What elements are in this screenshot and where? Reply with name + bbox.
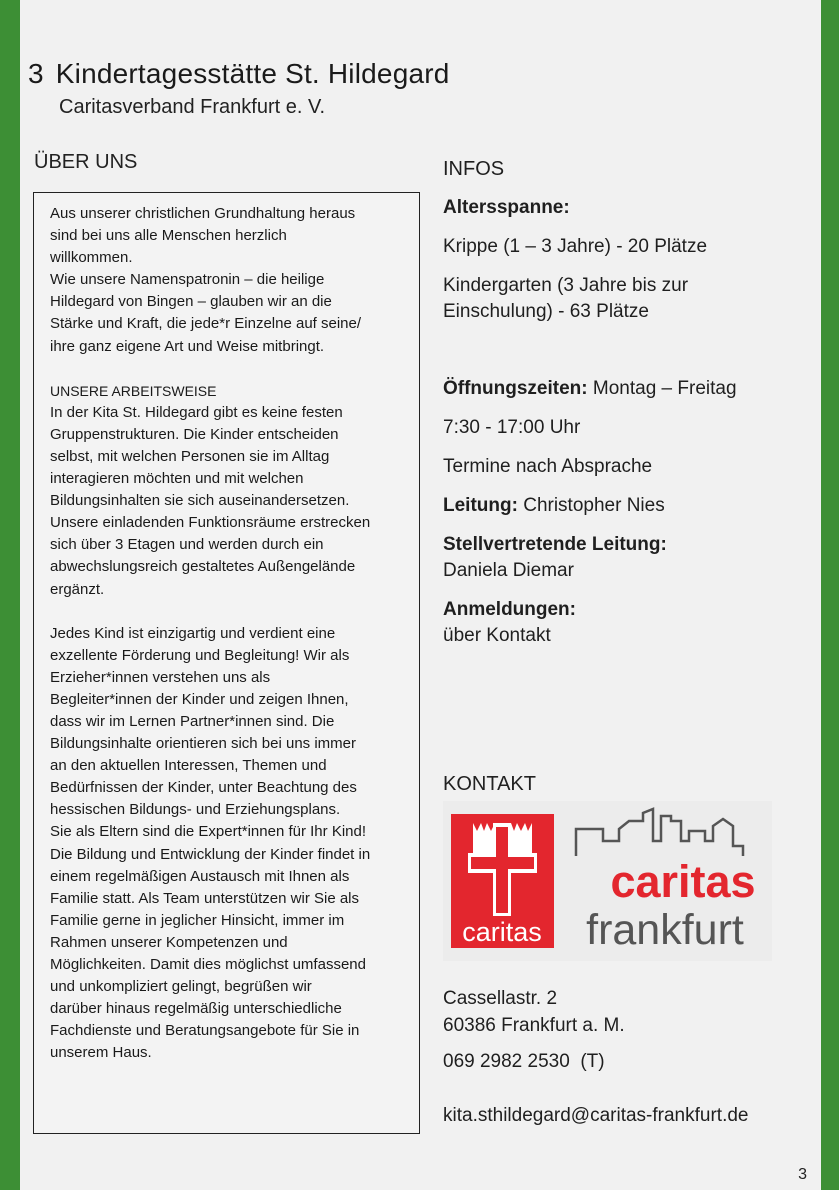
- logo-badge-text: caritas: [462, 917, 542, 947]
- age-label-text: Altersspanne:: [443, 197, 570, 218]
- closing-line: Rahmen unserer Kompetenzen und: [50, 933, 288, 951]
- deputy-label: Stellvertretende Leitung:: [443, 534, 667, 555]
- logo-word-frankfurt: frankfurt: [586, 906, 744, 954]
- age-label: [443, 195, 803, 221]
- registration: [443, 597, 803, 649]
- leadership: [443, 493, 803, 519]
- city: 60386 Frankfurt a. M.: [443, 1015, 625, 1036]
- page-number: 3: [798, 1166, 807, 1183]
- about-line: willkommen.: [50, 249, 133, 267]
- appointments: Termine nach Absprache: [443, 456, 653, 477]
- lead-label: Leitung:: [443, 495, 518, 516]
- closing-line: einem regelmäßigen Austausch mit Ihnen als: [50, 867, 350, 885]
- infos-section: [443, 158, 803, 662]
- closing-line: und unkompliziert gelingt, begrüßen wir: [50, 978, 312, 996]
- registration-label: Anmeldungen:: [443, 599, 576, 620]
- closing-line: exzellente Förderung und Begleitung! Wir als: [50, 646, 350, 664]
- paragraph-gap: [50, 358, 407, 380]
- closing-line: Erzieher*innen verstehen uns als: [50, 668, 271, 686]
- kindergarten-info: [443, 273, 803, 325]
- closing-line: Begleiter*innen der Kinder und zeigen Ihnen,: [50, 690, 349, 708]
- deputy: [443, 532, 803, 584]
- caritas-logo-graphic: [443, 801, 772, 961]
- kontakt-heading: KONTAKT: [443, 773, 536, 795]
- paragraph-gap: [50, 601, 407, 623]
- lead-name: Christopher Nies: [517, 495, 665, 516]
- method-line: In der Kita St. Hildegard gibt es keine festen: [50, 403, 343, 421]
- about-line: ihre ganz eigene Art und Weise mitbringt.: [50, 337, 325, 355]
- phone: 069 2982 2530 (T): [443, 1051, 605, 1072]
- logo-word-caritas: caritas: [610, 856, 756, 907]
- closing-line: hessischen Bildungs- und Erziehungsplans.: [50, 801, 341, 819]
- title-block: [28, 58, 450, 119]
- street: Cassellastr. 2: [443, 988, 558, 1009]
- chapter-number: 3: [28, 58, 44, 89]
- closing-line: dass wir im Lernen Partner*innen sind. Die: [50, 712, 335, 730]
- method-line: Unsere einladenden Funktionsräume erstrecken: [50, 514, 371, 532]
- method-line: interagieren möchten und mit welchen: [50, 470, 304, 488]
- method-heading: UNSERE ARBEITSWEISE: [50, 382, 217, 399]
- caritas-logo: [443, 801, 772, 961]
- deputy-name: Daniela Diemar: [443, 560, 574, 581]
- method-line: ergänzt.: [50, 580, 105, 598]
- email-link[interactable]: kita.sthildegard@caritas-frankfurt.de: [443, 1105, 749, 1126]
- kindergarten-line-2: Einschulung) - 63 Plätze: [443, 301, 649, 322]
- about-line: Stärke und Kraft, die jede*r Einzelne auf seine/: [50, 315, 362, 333]
- method-line: sich über 3 Etagen und werden durch ein: [50, 536, 324, 554]
- opening-hours: [443, 376, 803, 402]
- contact-details: [443, 985, 748, 1129]
- registration-value: über Kontakt: [443, 625, 551, 646]
- closing-line: an den aktuellen Interessen, Themen und: [50, 757, 327, 775]
- closing-line: Bildungsinhalte orientieren sich bei uns immer: [50, 735, 356, 753]
- page-subtitle: Caritasverband Frankfurt e. V.: [59, 96, 326, 118]
- method-line: Bildungsinhalten sie sich auseinandersetzen.: [50, 492, 350, 510]
- about-heading: ÜBER UNS: [34, 151, 138, 173]
- closing-line: Die Bildung und Entwicklung der Kinder findet in: [50, 845, 371, 863]
- about-line: Hildegard von Bingen – glauben wir an die: [50, 293, 332, 311]
- method-line: selbst, mit welchen Personen sie im Alltag: [50, 447, 330, 465]
- closing-line: darüber hinaus regelmäßig unterschiedliche: [50, 1000, 342, 1018]
- closing-line: Sie als Eltern sind die Expert*innen für Ihr Kind!: [50, 823, 367, 841]
- infos-heading: INFOS: [443, 158, 505, 180]
- method-line: abwechslungsreich gestaltetes Außengelände: [50, 558, 356, 576]
- infos-spacer: [443, 338, 803, 376]
- about-line: sind bei uns alle Menschen herzlich: [50, 227, 287, 245]
- kindergarten-line-1: Kindergarten (3 Jahre bis zur: [443, 275, 689, 296]
- krippe-info: Krippe (1 – 3 Jahre) - 20 Plätze: [443, 236, 708, 257]
- method-line: Gruppenstrukturen. Die Kinder entscheiden: [50, 425, 339, 443]
- about-line: Wie unsere Namenspatronin – die heilige: [50, 271, 325, 289]
- closing-line: Fachdienste und Beratungsangebote für Sie in: [50, 1022, 360, 1040]
- closing-line: Jedes Kind ist einzigartig und verdient eine: [50, 624, 336, 642]
- about-box: [33, 192, 420, 1134]
- closing-line: Familie gerne in jeglicher Hinsicht, immer im: [50, 911, 345, 929]
- page-title: [28, 58, 450, 90]
- closing-line: Möglichkeiten. Damit dies möglichst umfassend: [50, 956, 366, 973]
- closing-line: unserem Haus.: [50, 1044, 152, 1062]
- skyline-icon: [576, 809, 743, 856]
- hours-days: Montag – Freitag: [587, 378, 737, 399]
- hours-time: 7:30 - 17:00 Uhr: [443, 417, 581, 438]
- hours-label: Öffnungszeiten:: [443, 378, 588, 399]
- closing-line: Bedürfnissen der Kinder, unter Beachtung des: [50, 779, 357, 797]
- about-line: Aus unserer christlichen Grundhaltung heraus: [50, 205, 356, 222]
- closing-line: Familie statt. Als Team unterstützen wir Sie als: [50, 889, 360, 907]
- title-text: Kindertagesstätte St. Hildegard: [55, 58, 450, 89]
